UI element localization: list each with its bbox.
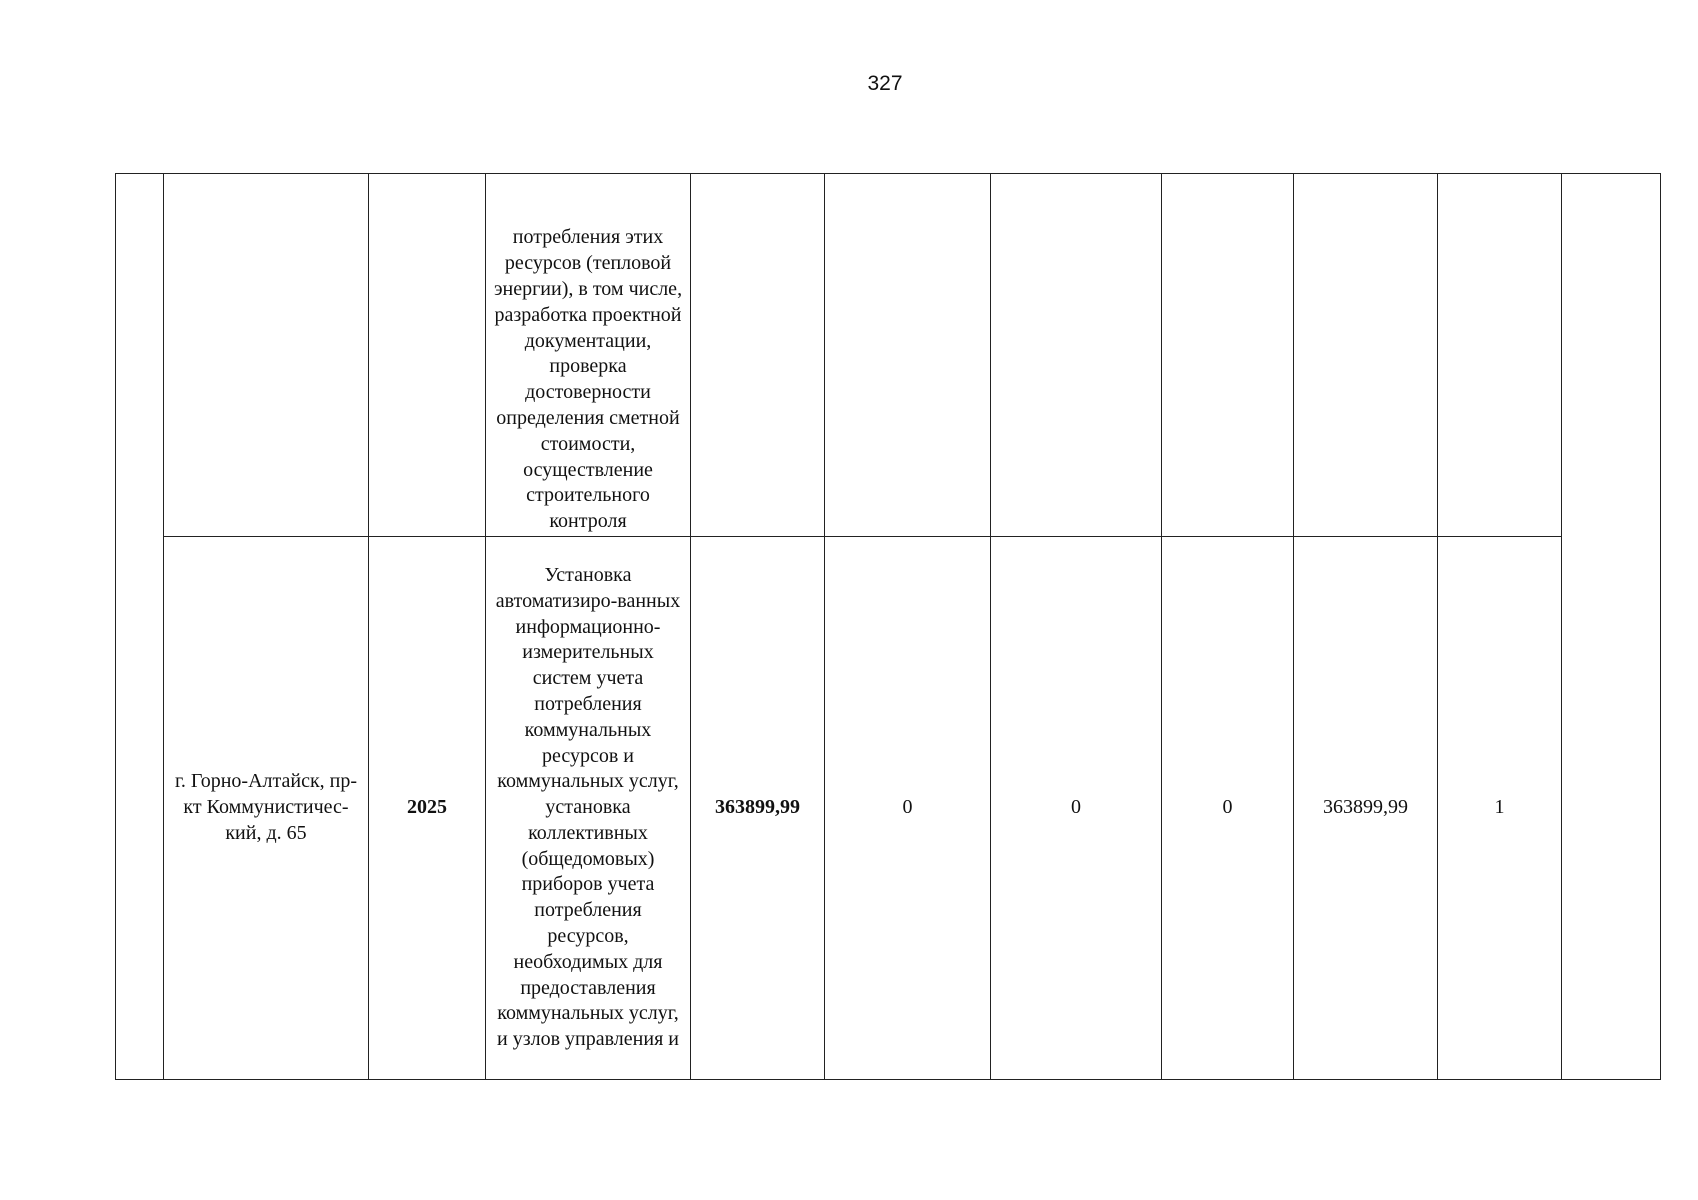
quantity-cell [1438, 174, 1562, 537]
funding-cell-2: 0 [991, 537, 1162, 1080]
table-row [116, 537, 1661, 1080]
row-number-cell [116, 174, 164, 1080]
funding-cell-3: 0 [1162, 537, 1294, 1080]
note-cell [1562, 174, 1661, 1080]
work-description-cell: потребления этих ресурсов (тепловой энергии), в том числе, разработка проектной документации, проверка достоверности определения сметной стоимости, осуществление строительного контроля [486, 174, 691, 537]
address-cell [164, 174, 369, 537]
year-cell [369, 174, 486, 537]
page-number: 327 [867, 72, 903, 95]
address-cell: г. Горно-Алтайск, пр-кт Коммунистичес-кий, д. 65 [164, 537, 369, 1080]
funding-cell-1: 0 [825, 537, 991, 1080]
table-row [116, 174, 1661, 537]
funding-cell-2 [991, 174, 1162, 537]
funding-cell-4: 363899,99 [1294, 537, 1438, 1080]
funding-cell-1 [825, 174, 991, 537]
total-cost-cell: 363899,99 [691, 537, 825, 1080]
funding-cell-4 [1294, 174, 1438, 537]
year-cell: 2025 [369, 537, 486, 1080]
quantity-cell: 1 [1438, 537, 1562, 1080]
work-description-cell: Установка автоматизиро-ванных информационно-измерительных систем учета потребления коммунальных ресурсов и коммунальных услуг, установка коллективных (общедомовых) приборов учета потребления ресурсов, необходимых для предоставления коммунальных услуг, и узлов управления и [486, 537, 691, 1080]
total-cost-cell [691, 174, 825, 537]
funding-cell-3 [1162, 174, 1294, 537]
document-table [115, 173, 1661, 1080]
